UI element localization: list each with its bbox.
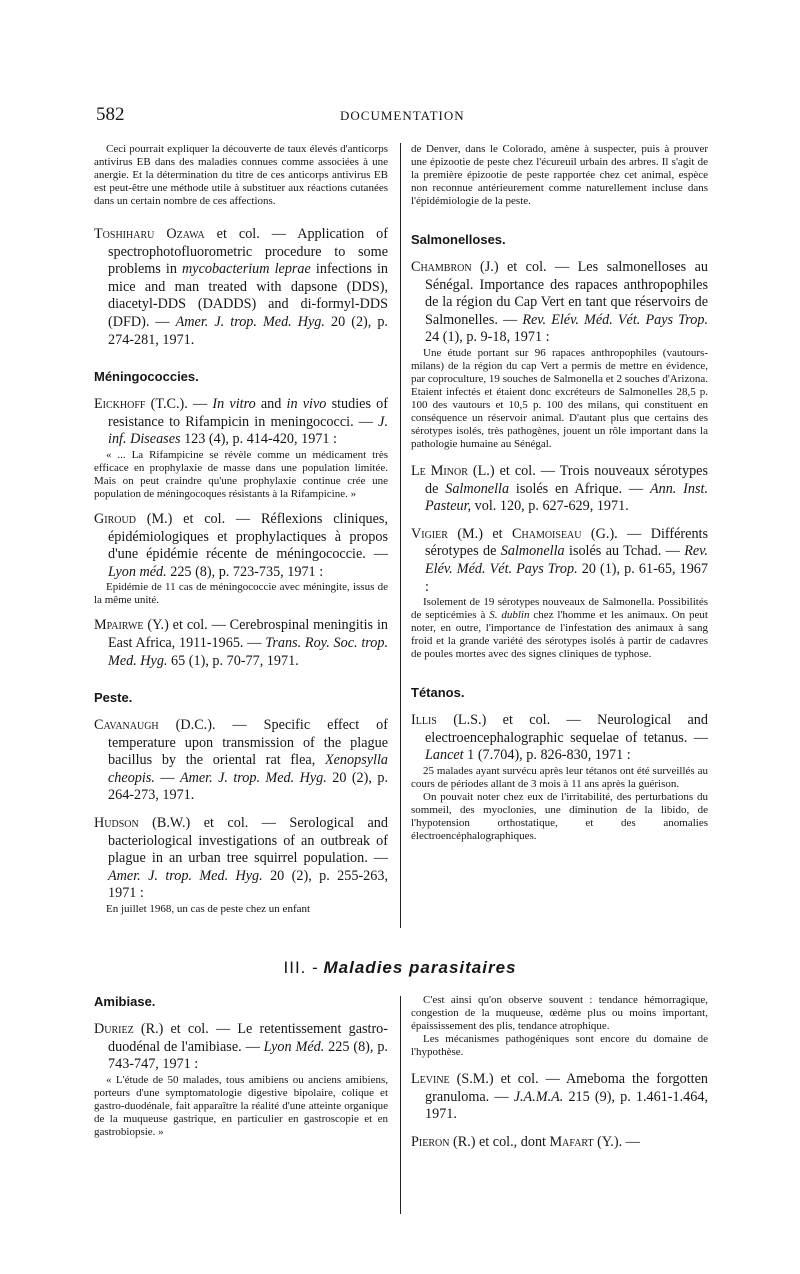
author-name: Pieron xyxy=(411,1133,450,1150)
abstract-text: On pouvait noter chez eux de l'irritabilité, des perturbations du sommeil, des myoclonies, une diminution de la libido, de l'hypotension orthostatique, et des anomalies électroencéphalographiques. xyxy=(411,790,708,842)
reference-entry: Illis (L.S.) et col. — Neurological and electroencephalographic sequelae of tetanus. — Lancet 1 (7.704), p. 826-830, 1971 : xyxy=(411,712,708,764)
column-divider xyxy=(400,996,401,1214)
reference-entry: Chambron (J.) et col. — Les salmonelloses au Sénégal. Importance des rapaces anthropophiles de la région du Cap Vert en tant que réservoirs de Salmonelles. — Rev. Elév. Méd. Vét. Pays Trop. 24 (1), p. 9-18, 1971 : xyxy=(411,259,708,346)
abstract-text: Les mécanismes pathogéniques sont encore du domaine de l'hypothèse. xyxy=(411,1033,708,1058)
reference-entry: Hudson (B.W.) et col. — Serological and bacteriological investigations of an outbreak of plague in an urban tree squirrel population. — Amer. J. trop. Med. Hyg. 20 (2), p. 255-263, 1971 : xyxy=(94,815,388,902)
abstract-text: de Denver, dans le Colorado, amène à suspecter, puis à prouver une épizootie de peste chez l'écureuil urbain des arbres. Il s'agit de la première épizootie de peste rapportée chez cet animal, espèce non reconnue antérieurement comme naturellement incluse dans l'épidémiologie de la peste. xyxy=(411,143,708,207)
page-number: 582 xyxy=(96,104,125,125)
abstract-text: Isolement de 19 sérotypes nouveaux de Salmonella. Possibilités de septicémies à S. dublin chez l'homme et les animaux. On peut noter, en outre, l'importance de l'infestation des animaux à sang froid et la grande variété des sérotypes isolés à partir de cadavres de poules mortes avec des signes cliniques de typhose. xyxy=(411,596,708,661)
abstract-text: Ceci pourrait expliquer la découverte de taux élevés d'anticorps antivirus EB dans des maladies connues comme associées à une anergie. Et la détermination du titre de ces anticorps antivirus EB est peut-être une méthode utile à substituer aux réactions cutanées dans un certain nombre de ces affections. xyxy=(94,143,388,207)
reference-entry: Mpairwe (Y.) et col. — Cerebrospinal meningitis in East Africa, 1911-1965. — Trans. Roy. Soc. trop. Med. Hyg. 65 (1), p. 70-77, 1971. xyxy=(94,617,389,669)
reference-entry: Duriez (R.) et col. — Le retentissement gastro-duodénal de l'amibiase. — Lyon Méd. 225 (8), p. 743-747, 1971 : xyxy=(94,1021,388,1073)
author-name: Le Minor xyxy=(411,462,468,479)
author-name: Giroud xyxy=(94,510,136,527)
author-name: Cavanaugh xyxy=(94,717,159,734)
section-heading: Peste. xyxy=(94,690,133,706)
section-heading: Méningococcies. xyxy=(94,369,199,385)
reference-entry: Vigier (M.) et Chamoiseau (G.). — Différents sérotypes de Salmonella isolés au Tchad. — Rev. Elév. Méd. Vét. Pays Trop. 20 (1), p. 61-65, 1967 : xyxy=(411,525,708,595)
author-name: Hudson xyxy=(94,815,139,832)
reference-entry: Le Minor (L.) et col. — Trois nouveaux sérotypes de Salmonella isolés en Afrique. — Ann. Inst. Pasteur, vol. 120, p. 627-629, 1971. xyxy=(411,462,709,515)
left-column xyxy=(94,143,388,916)
abstract-text: Une étude portant sur 96 rapaces anthropophiles (vautours-milans) de la région du cap Vert a permis de mettre en évidence, par coproculture, 19 souches de Salmonella et 2 souches d'Arizona. Etaient infectés et étaient donc excréteurs de Salmonelles 28,5 p. 100 des vautours et 10,5 p. 100 des milans, qui constituent en conséquence un réservoir animal. D'autant plus que certains des sérotypes isolés, très pathogènes, jouent un rôle important dans la pathologie humaine au Sénégal. xyxy=(411,346,708,450)
reference-entry: Cavanaugh (D.C.). — Specific effect of temperature upon transmission of the plague bacillus by the oriental rat flea, Xenopsylla cheopis. — Amer. J. trop. Med. Hyg. 20 (2), p. 264-273, 1971. xyxy=(94,717,388,804)
running-title: DOCUMENTATION xyxy=(340,108,465,123)
part-title: Maladies parasitaires xyxy=(323,958,517,977)
reference-entry: Pieron (R.) et col., dont Mafart (Y.). — xyxy=(411,1133,640,1150)
abstract-text: « L'étude de 50 malades, tous amibiens ou anciens amibiens, porteurs d'une symptomatologie digestive bipolaire, colique et gastro-duodénale, fait apparaître la réalité d'une atteinte organique de la muqueuse gastrique, en particulier en gastroscopie et en gastrobiopsie. » xyxy=(94,1073,388,1138)
author-name: Duriez xyxy=(94,1021,134,1037)
abstract-text: C'est ainsi qu'on observe souvent : tendance hémorragique, congestion de la muqueuse, œdème plus ou moins important, épaississement des plis, tendance atrophique. xyxy=(411,994,708,1032)
part-heading xyxy=(0,958,800,978)
section-heading: Tétanos. xyxy=(411,685,465,701)
reference-entry: Eickhoff (T.C.). — In vitro and in vivo studies of resistance to Rifampicin in meningococci. — J. inf. Diseases 123 (4), p. 414-420, 1971 : xyxy=(94,396,388,448)
author-name: Vigier xyxy=(411,525,448,542)
author-name: Levine xyxy=(411,1071,450,1087)
abstract-text: « ... La Rifampicine se révèle comme un médicament très efficace en prophylaxie de masse dans une population limitée. Mais on peut craindre qu'une prophylaxie continue crée une population de méningocoques résistants à la Rifampicine. » xyxy=(94,448,388,500)
reference-entry: Toshiharu Ozawa et col. — Application of spectrophotofluorometric procedure to some problems in mycobacterium leprae infections in mice and man treated with dapsone (DDS), diacetyl-DDS (DADDS) and di-formyl-DDS (DFD). — Amer. J. trop. Med. Hyg. 20 (2), p. 274-281, 1971. xyxy=(94,226,388,348)
abstract-text: Epidémie de 11 cas de méningococcie avec méningite, issus de la même unité. xyxy=(94,581,388,607)
abstract-text: En juillet 1968, un cas de peste chez un enfant xyxy=(106,903,311,916)
reference-entry: Giroud (M.) et col. — Réflexions cliniques, épidémiologiques et prophylactiques à propos d'une épidémie récente de méningococcie. — Lyon méd. 225 (8), p. 723-735, 1971 : xyxy=(94,510,388,580)
reference-entry: Levine (S.M.) et col. — Ameboma the forgotten granuloma. — J.A.M.A. 215 (9), p. 1.461-1.464, 1971. xyxy=(411,1071,708,1123)
section-heading: Amibiase. xyxy=(94,994,156,1009)
author-name: Illis xyxy=(411,712,437,729)
author-name: Chamoiseau xyxy=(512,525,582,542)
column-divider xyxy=(400,143,401,928)
part-number: III. - xyxy=(283,958,319,977)
author-name: Mafart xyxy=(549,1133,594,1150)
author-name: Toshiharu Ozawa xyxy=(94,226,205,242)
abstract-text: 25 malades ayant survécu après leur tétanos ont été surveillés au cours de périodes allant de 3 mois à 11 ans après la guérison. xyxy=(411,764,708,790)
left-column-lower xyxy=(94,994,388,1139)
author-name: Eickhoff xyxy=(94,396,146,413)
section-heading: Salmonelloses. xyxy=(411,232,506,247)
author-name: Mpairwe xyxy=(94,617,144,634)
right-column-lower xyxy=(411,994,708,1151)
right-column xyxy=(411,143,708,843)
author-name: Chambron xyxy=(411,259,472,275)
